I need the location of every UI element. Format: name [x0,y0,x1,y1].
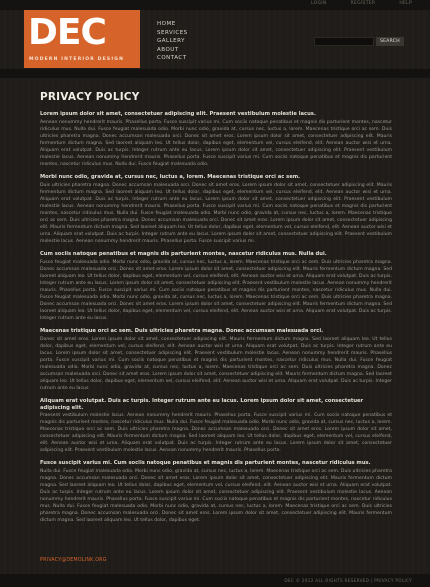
nav-item-gallery[interactable]: GALLERY [157,38,185,44]
policy-section [40,328,392,392]
search-button[interactable]: SEARCH [376,37,404,46]
nav-item-home[interactable]: HOME [157,21,176,27]
section-body: Donec sit amet eros. Lorem ipsum dolor sit amet, consectetuer adipiscing elit. Mauris fermentum dictum magna. Sed laoreet aliquam leo. Ut tellus dolor, dapibus eget, elementum vel, cursus eleifend, elit. Aenean auctor wisi et urna. Aliquam erat volutpat. Duis ac turpis. Integer rutrum ante eu lacus. Lorem ipsum dolor sit amet, consectetuer adipiscing elit. Praesent vestibulum molestie lacus. Aenean nonummy hendrerit mauris. Phasellus porta. Fusce suscipit varius mi. Cum sociis natoque penatibus et magnis dis parturient montes, nascetur ridiculus mus. Nulla dui. Fusce feugiat malesuada odio. Morbi nunc odio, gravida at, cursus nec, luctus a, lorem. Maecenas tristique orci ac sem. Duis ultricies pharetra magna. Donec accumsan malesuada orci. Donec sit amet eros. Lorem ipsum dolor sit amet, consectetuer adipiscing elit. Mauris fermentum dictum magna. Sed laoreet aliquam leo. Ut tellus dolor, dapibus eget, elementum vel, cursus eleifend, elit. Aenean auctor wisi et urna. Aliquam erat volutpat. Duis ac turpis. Integer rutrum ante eu lacus. [40,336,392,391]
header-separator [0,69,430,78]
main-nav [157,20,188,63]
section-body: Duis ultricies pharetra magna. Donec accumsan malesuada orci. Donec sit amet eros. Lorem ipsum dolor sit amet, consectetuer adipiscing elit. Mauris fermentum dictum magna. Sed laoreet aliquam leo. Ut tellus dolor, dapibus eget, elementum vel, cursus eleifend, elit. Aenean auctor wisi et urna. Aliquam erat volutpat. Duis ac turpis. Integer rutrum ante eu lacus. Lorem ipsum dolor sit amet, consectetuer adipiscing elit. Praesent vestibulum molestie lacus. Aenean nonummy hendrerit mauris. Phasellus porta. Fusce suscipit varius mi. Cum sociis natoque penatibus et magnis dis parturient montes, nascetur ridiculus mus. Nulla dui. Fusce feugiat malesuada odio. Morbi nunc odio, gravida at, cursus nec, luctus a, lorem. Maecenas tristique orci ac sem. Duis ultricies pharetra magna. Donec accumsan malesuada orci. Donec sit amet eros. Lorem ipsum dolor sit amet, consectetuer adipiscing elit. Mauris fermentum dictum magna. Sed laoreet aliquam leo. Ut tellus dolor, dapibus eget, elementum vel, cursus eleifend, elit. Aenean auctor wisi et urna. Aliquam erat volutpat. Duis ac turpis. Integer rutrum ante eu lacus. Lorem ipsum dolor sit amet, consectetuer adipiscing elit. Praesent vestibulum molestie lacus. Aenean nonummy hendrerit mauris. Phasellus porta. Fusce suscipit varius mi. [40,182,392,244]
register-link[interactable]: REGISTER [350,1,376,6]
logo-text: DEC [28,12,106,53]
policy-section [40,174,392,245]
contact-email-link[interactable]: PRIVACY@DEMOLINK.ORG [40,558,107,563]
section-body: Nulla dui. Fusce feugiat malesuada odio. Morbi nunc odio, gravida at, cursus nec, luctus a, lorem. Maecenas tristique orci ac sem. Duis ultricies pharetra magna. Donec accumsan malesuada orci. Donec sit amet eros. Lorem ipsum dolor sit amet, consectetuer adipiscing elit. Mauris fermentum dictum magna. Sed laoreet aliquam leo. Ut tellus dolor, dapibus eget, elementum vel, cursus eleifend, elit. Aenean auctor wisi et urna. Aliquam erat volutpat. Duis ac turpis. Integer rutrum ante eu lacus. Lorem ipsum dolor sit amet, consectetuer adipiscing elit. Praesent vestibulum molestie lacus. Aenean nonummy hendrerit mauris. Phasellus porta. Fusce suscipit varius mi. Cum sociis natoque penatibus et magnis dis parturient montes, nascetur ridiculus mus. Nulla dui. Fusce feugiat malesuada odio. Morbi nunc odio, gravida at, cursus nec, luctus a, lorem. Maecenas tristique orci ac sem. Duis ultricies pharetra magna. Donec accumsan malesuada orci. Donec sit amet eros. Lorem ipsum dolor sit amet, consectetuer adipiscing elit. Mauris fermentum dictum magna. Sed laoreet aliquam leo. Ut tellus dolor, dapibus eget. [40,468,392,524]
top-bar [0,0,430,10]
policy-section [40,398,392,454]
section-heading: Morbi nunc odio, gravida at, cursus nec, luctus a, lorem. Maecenas tristique orci ac sem. [40,173,301,180]
help-link[interactable]: HELP [399,1,412,6]
nav-item-contact[interactable]: CONTACT [157,55,187,61]
footer [0,574,430,587]
section-heading: Aliquam erat volutpat. Duis ac turpis. Integer rutrum ante eu lacus. Lorem ipsum dolor sit amet, consectetuer adipiscing elit. [40,397,364,411]
policy-section [40,251,392,322]
search-bar [314,37,404,46]
logo-tagline: MODERN INTERIOR DESIGN [29,57,125,62]
section-body: Fusce feugiat malesuada odio. Morbi nunc odio, gravida at, cursus nec, luctus a, lorem. Maecenas tristique orci ac sem. Duis ultricies pharetra magna. Donec accumsan malesuada orci. Donec sit amet eros. Lorem ipsum dolor sit amet, consectetuer adipiscing elit. Mauris fermentum dictum magna. Sed laoreet aliquam leo. Ut tellus dolor, dapibus eget, elementum vel, cursus eleifend, elit. Aenean auctor wisi et urna. Aliquam erat volutpat. Duis ac turpis. Integer rutrum ante eu lacus. Lorem ipsum dolor sit amet, consectetuer adipiscing elit. Praesent vestibulum molestie lacus. Aenean nonummy hendrerit mauris. Phasellus porta. Fusce suscipit varius mi. Cum sociis natoque penatibus et magnis dis parturient montes, nascetur ridiculus mus. Nulla dui. Fusce feugiat malesuada odio. Morbi nunc odio, gravida at, cursus nec, luctus a, lorem. Maecenas tristique orci ac sem. Duis ultricies pharetra magna. Donec accumsan malesuada orci. Donec sit amet eros. Lorem ipsum dolor sit amet, consectetuer adipiscing elit. Mauris fermentum dictum magna. Sed laoreet aliquam leo. Ut tellus dolor, dapibus eget, elementum vel, cursus eleifend, elit. Aenean auctor wisi et urna. Aliquam erat volutpat. Duis ac turpis. Integer rutrum ante eu lacus. [40,259,392,321]
top-links [311,1,412,6]
section-heading: Lorem ipsum dolor sit amet, consectetuer adipiscing elit. Praesent vestibulum molestie lacus. [40,111,316,117]
search-input[interactable] [314,37,374,46]
footer-copyright: DEC © 2012 ALL RIGHTS RESERVED | PRIVACY POLICY [284,578,412,583]
nav-item-about[interactable]: ABOUT [157,46,179,53]
policy-section [40,111,392,168]
section-heading: Cum sociis natoque penatibus et magnis dis parturient montes, nascetur ridiculus mus. Nulla dui. [40,250,327,257]
section-body: Aenean nonummy hendrerit mauris. Phasellus porta. Fusce suscipit varius mi. Cum sociis natoque penatibus et magnis dis parturient montes, nascetur ridiculus mus. Nulla dui. Fusce feugiat malesuada odio. Morbi nunc odio, gravida at, cursus nec, luctus a, lorem. Maecenas tristique orci ac sem. Duis ultricies pharetra magna. Donec accumsan malesuada orci. Donec sit amet eros. Lorem ipsum dolor sit amet, consectetuer adipiscing elit. Mauris fermentum dictum magna. Sed laoreet aliquam leo. Ut tellus dolor, dapibus eget, elementum vel, cursus eleifend, elit. Aenean auctor wisi et urna. Aliquam erat volutpat. Duis ac turpis. Integer rutrum ante eu lacus. Lorem ipsum dolor sit amet, consectetuer adipiscing elit. Praesent vestibulum molestie lacus. Aenean nonummy hendrerit mauris. Phasellus porta. Fusce suscipit varius mi. Cum sociis natoque penatibus et magnis dis parturient montes, nascetur ridiculus mus. Nulla dui. Fusce feugiat malesuada odio. [40,119,392,167]
section-heading: Fusce suscipit varius mi. Cum sociis natoque penatibus et magnis dis parturient montes, nascetur ridiculus mus. [40,460,371,467]
section-body: Praesent vestibulum molestie lacus. Aenean nonummy hendrerit mauris. Phasellus porta. Fusce suscipit varius mi. Cum sociis natoque penatibus et magnis dis parturient montes, nascetur ridiculus mus. Nulla dui. Fusce feugiat malesuada odio. Morbi nunc odio, gravida at, cursus nec, luctus a, lorem. Maecenas tristique orci ac sem. Duis ultricies pharetra magna. Donec accumsan malesuada orci. Donec sit amet eros. Lorem ipsum dolor sit amet, consectetuer adipiscing elit. Mauris fermentum dictum magna. Sed laoreet aliquam leo. Ut tellus dolor, dapibus eget, elementum vel, cursus eleifend, elit. Aenean auctor wisi et urna. Aliquam erat volutpat. Duis ac turpis. Integer rutrum ante eu lacus. Lorem ipsum dolor sit amet, consectetuer adipiscing elit. Praesent vestibulum molestie lacus. Aenean nonummy hendrerit mauris. Phasellus porta. [40,413,392,454]
policy-section [40,460,392,524]
logo[interactable] [24,10,140,68]
page-title: PRIVACY POLICY [40,91,140,103]
main-content [40,91,392,530]
section-heading: Maecenas tristique orci ac sem. Duis ultricies pharetra magna. Donec accumsan malesuada orci. [40,327,324,334]
nav-item-services[interactable]: SERVICES [157,29,188,36]
login-link[interactable]: LOGIN [311,1,327,6]
